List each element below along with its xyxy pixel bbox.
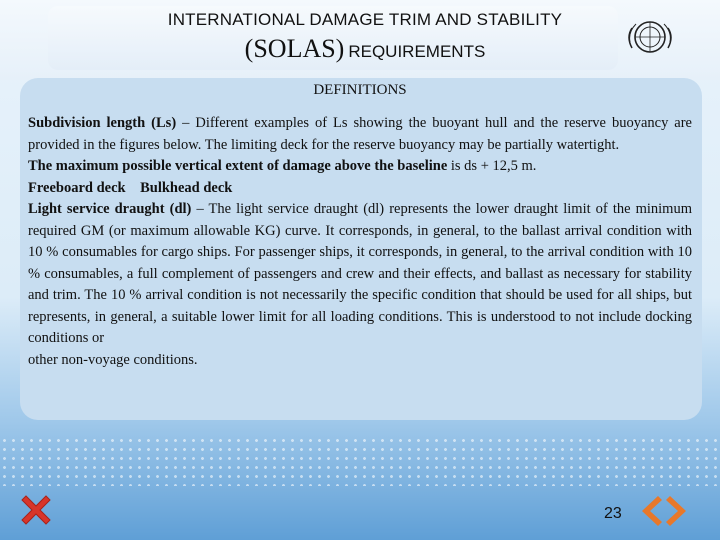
definition-vertical-extent: is ds + 12,5 m. (447, 158, 537, 174)
slide-title-line1: INTERNATIONAL DAMAGE TRIM AND STABILITY (167, 10, 563, 29)
term-light-service-draught: Light service draught (dl) (28, 201, 192, 217)
chevron-right-icon[interactable] (666, 494, 692, 528)
slide-title-line2 (0, 34, 720, 64)
paragraph-subdivision-length (28, 113, 692, 156)
title-requirements: REQUIREMENTS (348, 42, 486, 61)
definition-subdivision-length: – Different examples of Ls showing the buoyant hull and the reserve buoyancy are provided in the figures below. The limiting deck for the reserve buoyancy may be partially watertight. (28, 115, 692, 153)
paragraph-light-service-draught (28, 199, 692, 350)
chevron-left-icon[interactable] (636, 494, 662, 528)
paragraph-vertical-extent (28, 156, 692, 178)
un-emblem-icon (622, 14, 678, 60)
close-x-icon[interactable] (18, 492, 54, 528)
paragraph-non-voyage: other non-voyage conditions. (28, 351, 198, 368)
term-decks: Freeboard deck Bulkhead deck (28, 179, 233, 196)
definitions-body (28, 113, 692, 371)
section-title: DEFINITIONS (313, 82, 407, 98)
title-solas: (SOLAS) (244, 34, 345, 63)
paragraph-decks (28, 178, 692, 200)
definition-light-service-draught: – The light service draught (dl) represents the lower draught limit of the minimum required GM (or maximum allowable KG) curve. It corresponds, in general, to the ballast arrival condition with 10 % consumables for cargo ships. For passenger ships, it corresponds, in general, to the arrival condition with 10 % consumables, a full complement of passengers and crew and their effects, and ballast as necessary for stability and trim. The 10 % arrival condition is not necessarily the specific condition that should be used for all ships, but represents, in general, a suitable lower limit for all loading conditions. This is understood to not include docking conditions or (28, 201, 692, 346)
term-subdivision-length: Subdivision length (Ls) (28, 115, 177, 131)
page-number: 23 (604, 505, 622, 522)
term-vertical-extent: The maximum possible vertical extent of damage above the baseline (28, 158, 448, 174)
decorative-dot-band (0, 436, 720, 486)
